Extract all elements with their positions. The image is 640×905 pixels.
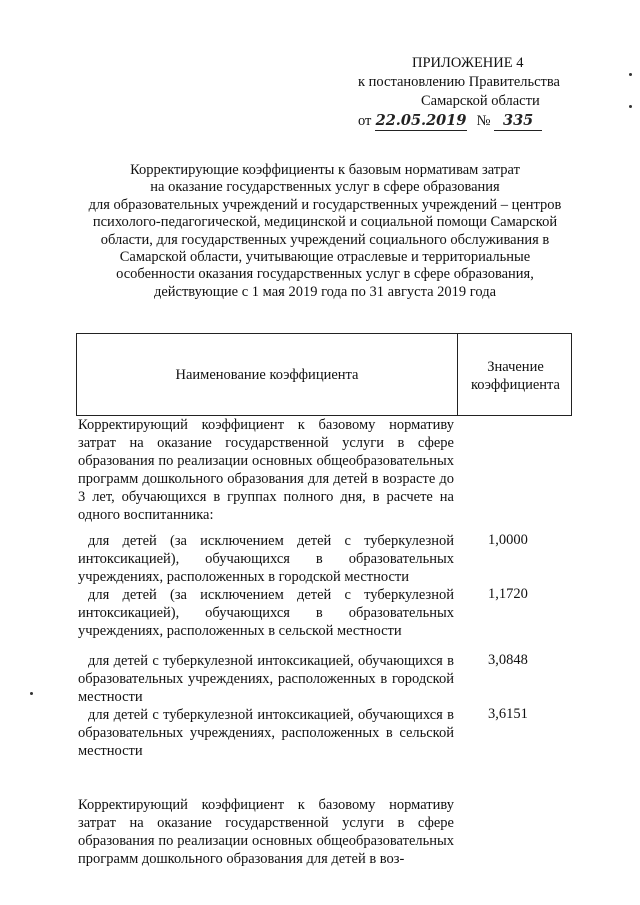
number-prefix: №	[476, 113, 491, 129]
scan-speck	[30, 692, 33, 695]
header-value-line1: Значение	[487, 358, 544, 375]
title-line: Корректирующие коэффициенты к базовым нормативам затрат	[130, 162, 520, 178]
date-prefix: от	[358, 113, 372, 129]
header-value-line2: коэффициента	[470, 376, 560, 393]
table-row-value: 1,0000	[488, 532, 528, 548]
table-header	[76, 333, 572, 416]
table-row-value: 1,1720	[488, 586, 528, 602]
table-row-text: для детей с туберкулезной интоксикацией, обучающихся в образовательных учреждениях, расположенных в городской местности	[78, 653, 454, 705]
header-coefficient-name: Наименование коэффициента	[175, 367, 359, 383]
header-coefficient-value	[458, 334, 573, 417]
appendix-title: ПРИЛОЖЕНИЕ 4	[412, 55, 524, 71]
document-title	[80, 162, 570, 301]
section-heading-2: Корректирующий коэффициент к базовому нормативу затрат на оказание государственной услуги в сфере образования по реализации основных общеобразовательных программ дошкольного образования для детей в воз-	[78, 797, 454, 867]
scan-speck	[629, 73, 632, 76]
title-line: Самарской области, учитывающие отраслевые и территориальные	[119, 249, 531, 266]
scan-speck	[629, 105, 632, 108]
table-row-text: для детей (за исключением детей с туберкулезной интоксикацией), обучающихся в образовательных учреждениях, расположенных в сельской местности	[78, 587, 454, 639]
appendix-header	[358, 54, 602, 131]
section-heading: Корректирующий коэффициент к базовому нормативу затрат на оказание государственной услуги в сфере образования по реализации основных общеобразовательных программ дошкольного образования для детей в возрасте до 3 лет, обучающихся в группах полного дня, в расчете на одного воспитанника:	[78, 417, 454, 523]
table-row-value: 3,0848	[488, 652, 528, 668]
handwritten-date: 22.05.2019	[375, 112, 467, 129]
table-row-value: 3,6151	[488, 706, 528, 722]
table-row-text: для детей (за исключением детей с туберкулезной интоксикацией), обучающихся в образовательных учреждениях, расположенных в городской местности	[78, 533, 454, 585]
handwritten-number: 335	[494, 111, 542, 131]
title-line: для образовательных учреждений и государственных учреждений – центров	[88, 196, 562, 213]
appendix-region: Самарской области	[421, 93, 540, 109]
table-row-text: для детей с туберкулезной интоксикацией, обучающихся в образовательных учреждениях, расположенных в сельской местности	[78, 707, 454, 759]
title-line: области, для государственных учреждений социального обслуживания в	[100, 231, 550, 248]
title-line: на оказание государственных услуг в сфере образования	[150, 179, 500, 196]
appendix-dateline	[358, 111, 602, 131]
title-line: особенности оказания государственных услуг в сфере образования,	[116, 266, 534, 283]
title-line: действующие с 1 мая 2019 года по 31 августа 2019 года	[153, 283, 497, 300]
appendix-decree: к постановлению Правительства	[358, 74, 560, 90]
title-line: психолого-педагогической, медицинской и социальной помощи Самарской	[92, 214, 558, 231]
